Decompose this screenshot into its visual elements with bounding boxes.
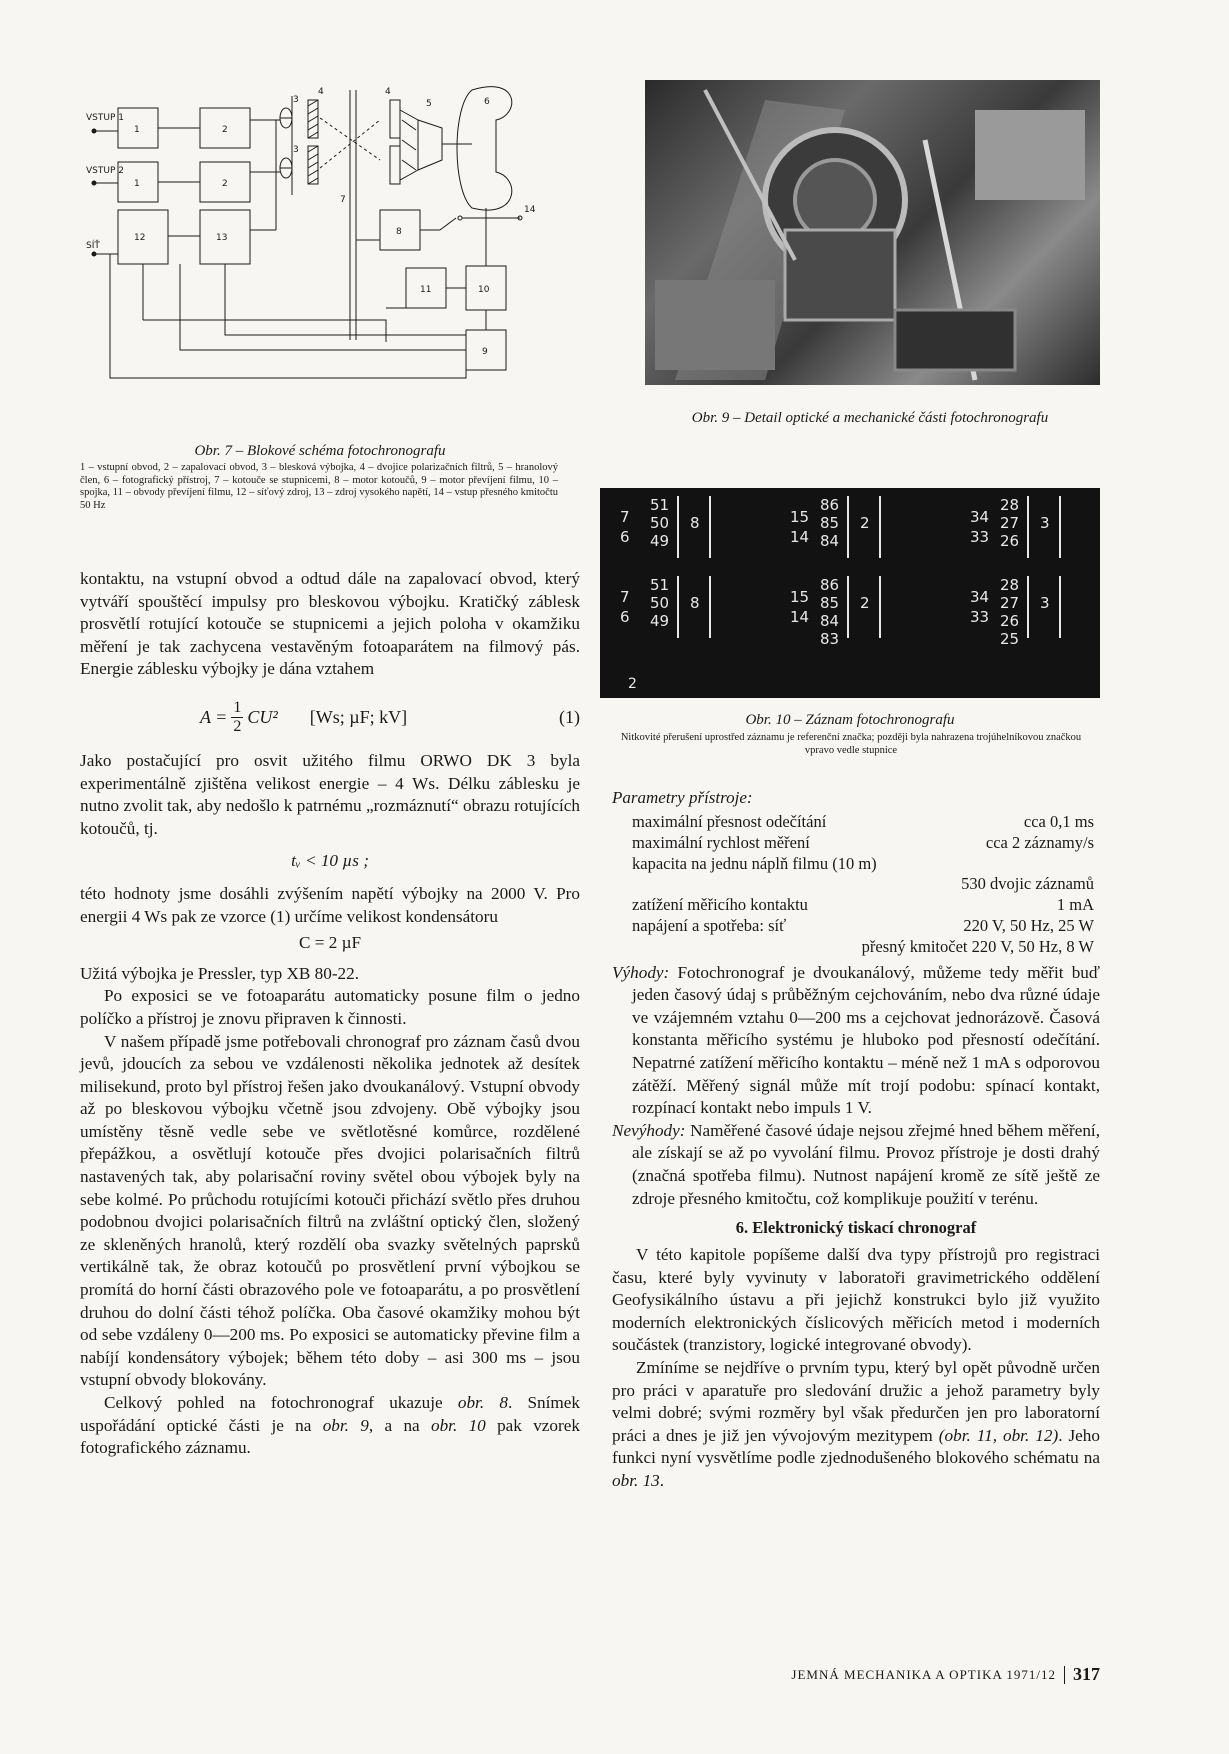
param-row — [632, 833, 1094, 854]
camera-6-label: 6 — [484, 97, 490, 107]
film-mark-number: 2 — [860, 594, 870, 612]
param-row — [632, 916, 1094, 937]
para-section6-intro: V této kapitole popíšeme další dva typy přístrojů pro registraci času, které byly vyvinuty v laboratoři gravimetrického oddělení Geofysikálního ústavu a při jejichž konstrukci bylo již využito moderních elektronických číslicových měřicích metod i moderních součástek (tranzistory, logické integrované obvody). — [612, 1245, 1100, 1355]
film-scale-number: 49 — [650, 612, 670, 630]
label-sit: SÍŤ — [86, 241, 100, 251]
right-column — [612, 788, 1100, 1493]
film-side-number: 15 — [790, 588, 810, 606]
eq1-rhs: CU² — [247, 707, 278, 728]
film-side-number: 6 — [620, 608, 630, 626]
block-diagram-fig7 — [80, 80, 600, 425]
param-value: 220 V, 50 Hz, 25 W — [963, 915, 1094, 935]
eq1-number: (1) — [559, 707, 580, 728]
photo-fig10 — [600, 488, 1100, 698]
cons-text: Naměřené časové údaje nejsou zřejmé hned během měření, ale získají se až po vyvolání filmu. Provoz přístroje je dosti drahý (značná spotřeba filmu). Nutnost napájení kromě ze sítě ještě ze zdroje přesného kmitočtu, což komplikuje použití v terénu. — [632, 1120, 1101, 1208]
param-value: cca 2 záznamy/s — [985, 832, 1094, 852]
block-1a-label: 1 — [134, 125, 140, 135]
film-scale-number: 28 — [1000, 576, 1020, 594]
film-mark-number: 2 — [860, 514, 870, 532]
film-scale-number: 50 — [650, 594, 670, 612]
film-scale-number: 51 — [650, 496, 670, 514]
film-side-number: 14 — [790, 608, 810, 626]
film-side-number: 7 — [620, 588, 630, 606]
param-value: 530 dvojic záznamů — [961, 874, 1094, 894]
eq1-lhs: A = — [200, 707, 228, 728]
fig7-caption-title: Obr. 7 – Blokové schéma fotochronografu — [194, 443, 446, 459]
param-label: napájení a spotřeba: síť — [632, 915, 787, 935]
film-side-number: 33 — [970, 608, 990, 626]
param-label: kapacita na jednu náplň filmu (10 m) — [632, 853, 877, 873]
film-scale-number: 27 — [1000, 514, 1020, 532]
para-exposure: Po exposici se ve fotoaparátu automaticky posune film o jedno políčko a přístroj je znovu připraven k činnosti. — [80, 986, 580, 1028]
para-film: Jako postačující pro osvit užitého filmu ORWO DK 3 byla experimentálně zjištěna velikost energie – 4 Ws. Délku záblesku je nutno zvolit tak, aby nedošlo k patrnému „rozmáznutí“ obrazu rotujících kotoučů, tj. — [80, 750, 580, 838]
param-row — [632, 937, 1094, 958]
film-scale-number: 85 — [820, 514, 840, 532]
para-two-channel: V našem případě jsme potřebovali chronograf pro záznam časů dvou jevů, jdoucích za sebou ve vzdálenosti několika jednotek až desítek milisekund, proto byl přístroj řešen jako dvoukanálový. Vstupní obvody až po bleskovou výbojku včetně jsou zdvojeny. Obě výbojky jsou umístěny těsně vedle sebe ve světlotěsné komůrce, rozdělené přepážkou, a osvětlují kotouče přes dvojici polarisačních filtrů nastavených tak, aby polarisační roviny světel obou výbojek byly na sebe kolmé. Po průchodu rotujícími kotouči přichází světlo přes druhou podobnou dvojici polarisačních filtrů na zvláštní optický člen, složený ze skleněných hranolů, který rozdělí oba svazky světelných paprsků vertikálně tak, že obraz kotoučů po prosvětlení první výbojkou se promítá do horní části obrazového pole ve fotoaparátu, a po prosvětlení druhou do dolní části téhož políčka. Oba časové okamžiky mohou být od sebe vzdáleny 0—200 ms. Po exposici se automaticky převine film a nabíjí kondensátory výbojek; během této doby – asi 300 ms – jsou vstupní obvody blokovány. — [80, 1031, 580, 1390]
block-1b-label: 1 — [134, 179, 140, 189]
polarizer-4b-label: 4 — [385, 87, 391, 97]
params-title: Parametry přístroje: — [612, 788, 753, 807]
eq1-units: [Ws; µF; kV] — [309, 707, 408, 728]
param-row — [632, 874, 1094, 895]
prism-5-label: 5 — [426, 99, 432, 109]
equation-2: tᵥ < 10 µs ; — [291, 851, 369, 871]
disc-7-label: 7 — [340, 195, 346, 205]
film-scale-number: 27 — [1000, 594, 1020, 612]
para-lamp: Užitá výbojka je Pressler, typ XB 80-22. — [80, 963, 360, 983]
pros-text: Fotochronograf je dvoukanálový, můžeme tedy měřit buď jeden časový údaj s průběžným cejchováním, nebo dva různé údaje ve vzájemném vztahu 0—200 ms a cejchovat jednorázově. Časová konstanta měřicího systému je hluboko pod přesností odečítání. Nepatrné zatížení měřicího kontaktu – méně než 1 mA s odporovou zátěží. Měřený signál může mít trojí podobu: spínací kontakt, rozpínací kontakt nebo impuls 1 V. — [632, 962, 1101, 1118]
film-scale-number: 26 — [1000, 532, 1020, 550]
param-value: cca 0,1 ms — [1023, 812, 1094, 831]
journal-name: JEMNÁ MECHANIKA A OPTIKA 1971/12 — [791, 1666, 1056, 1682]
eq1-fraction — [231, 699, 243, 736]
param-label: maximální rychlost měření — [632, 832, 810, 852]
equation-3: C = 2 µF — [298, 933, 362, 953]
film-mark-number: 3 — [1040, 594, 1050, 612]
label-vstup2: VSTUP 2 — [86, 166, 124, 176]
eq1-den: 2 — [233, 717, 242, 735]
film-side-number: 14 — [790, 528, 810, 546]
block-12-label: 12 — [134, 233, 146, 243]
footer-divider — [1064, 1666, 1065, 1684]
polarizer-4a-label: 4 — [318, 87, 324, 97]
param-value: přesný kmitočet 220 V, 50 Hz, 8 W — [861, 936, 1094, 956]
film-side-number: 15 — [790, 508, 810, 526]
cons-block — [612, 1120, 1100, 1210]
label-vstup1: VSTUP 1 — [86, 113, 124, 123]
param-row — [632, 854, 1094, 875]
film-mark-number: 8 — [690, 594, 700, 612]
eq1-num: 1 — [233, 698, 242, 716]
film-scale-number: 25 — [1000, 630, 1020, 648]
section-6-title: 6. Elektronický tiskací chronograf — [735, 1218, 977, 1238]
film-scale-number: 49 — [650, 532, 670, 550]
film-scale-number: 50 — [650, 514, 670, 532]
page-number: 317 — [1073, 1664, 1100, 1684]
film-scale-number: 83 — [820, 630, 840, 648]
film-side-number: 34 — [970, 588, 990, 606]
lamp-3b-label: 3 — [293, 145, 299, 155]
param-row — [632, 812, 1094, 833]
params-list — [612, 812, 1100, 958]
film-mark-number: 8 — [690, 514, 700, 532]
photo-fig9 — [645, 80, 1100, 385]
para-section6-first-type: Zmíníme se nejdříve o prvním typu, který byl opět původně určen pro práci v aparatuře pro sledování družic a jehož parametry byly velmi dobré; svými rozměry byl však předurčen jen pro laboratorní práci a dnes je již jen vývojovým mezitypem (obr. 11, obr. 12). Jeho funkci nyní vysvětlíme podle zjednodušeného blokového schématu na obr. 13. — [612, 1358, 1100, 1491]
block-11-label: 11 — [420, 285, 432, 295]
block-13-label: 13 — [216, 233, 228, 243]
block-9-label: 9 — [482, 347, 488, 357]
film-side-number: 33 — [970, 528, 990, 546]
pros-block — [612, 962, 1100, 1120]
fig10-caption-text: Nitkovité přerušení uprostřed záznamu je referenční značka; později byla nahrazena trojúhelníkovou značkou vpravo vedle stupnice — [620, 732, 1082, 756]
param-label: maximální přesnost odečítání — [632, 812, 827, 831]
film-scale-number: 28 — [1000, 496, 1020, 514]
equation-1 — [80, 699, 580, 736]
fig10-caption-title: Obr. 10 – Záznam fotochronografu — [745, 712, 955, 728]
para-voltage: této hodnoty jsme dosáhli zvýšením napětí výbojky na 2000 V. Pro energii 4 Ws pak ze vzorce (1) určíme velikost kondensátoru — [80, 883, 580, 926]
cons-label: Nevýhody: — [612, 1120, 686, 1140]
param-row — [632, 895, 1094, 916]
film-side-number: 7 — [620, 508, 630, 526]
film-scale-number: 85 — [820, 594, 840, 612]
film-marker: 2 — [628, 676, 637, 692]
block-2a-label: 2 — [222, 125, 228, 135]
fig7-caption-text: 1 – vstupní obvod, 2 – zapalovací obvod, 3 – blesková výbojka, 4 – dvojice polarizačních filtrů, 5 – hranolový člen, 6 – fotografický přístroj, 7 – kotouče se stupnicemi, 8 – motor kotoučů, 9 – motor převíjení filmu, 10 – spojka, 11 – obvody převíjení filmu, 12 – síťový zdroj, 13 – zdroj vysokého napětí, 14 – vstup přesného kmitočtu 50 Hz — [80, 462, 558, 511]
film-side-number: 34 — [970, 508, 990, 526]
film-side-number: 6 — [620, 528, 630, 546]
film-scale-number: 86 — [820, 576, 840, 594]
param-value: 1 mA — [1056, 895, 1094, 915]
lamp-3a-label: 3 — [293, 95, 299, 105]
film-scale-number: 26 — [1000, 612, 1020, 630]
section-6-body — [612, 1244, 1100, 1493]
left-column — [80, 568, 580, 1460]
param-label: zatížení měřicího kontaktu — [632, 895, 808, 915]
film-scale-number: 84 — [820, 612, 840, 630]
para-overview: Celkový pohled na fotochronograf ukazuje obr. 8. Snímek uspořádání optické části je na obr. 9, a na obr. 10 pak vzorek fotografického záznamu. — [80, 1393, 580, 1458]
film-scale-number: 51 — [650, 576, 670, 594]
fig9-caption-title: Obr. 9 – Detail optické a mechanické části fotochronografu — [691, 410, 1049, 426]
para-energy: kontaktu, na vstupní obvod a odtud dále na zapalovací obvod, který vytváří spouštěcí impulsy pro bleskovou výbojku. Kratičký záblesk prosvětlí rotující kotouče se stupnicemi a jejich poloha v okamžiku měření je tak zachycena vestavěným fotoaparátem na filmový pás. Energie záblesku výbojky je dána vztahem — [80, 569, 580, 679]
input-14-label: 14 — [524, 205, 536, 215]
film-scale-number: 86 — [820, 496, 840, 514]
pros-label: Výhody: — [612, 962, 670, 982]
page-footer — [760, 1664, 1100, 1685]
film-mark-number: 3 — [1040, 514, 1050, 532]
block-2b-label: 2 — [222, 179, 228, 189]
photo-fig9-mechanics — [645, 80, 1100, 385]
block-8-label: 8 — [396, 227, 402, 237]
film-scale-number: 84 — [820, 532, 840, 550]
block-10-label: 10 — [478, 285, 490, 295]
film-record-svg — [600, 488, 1100, 698]
